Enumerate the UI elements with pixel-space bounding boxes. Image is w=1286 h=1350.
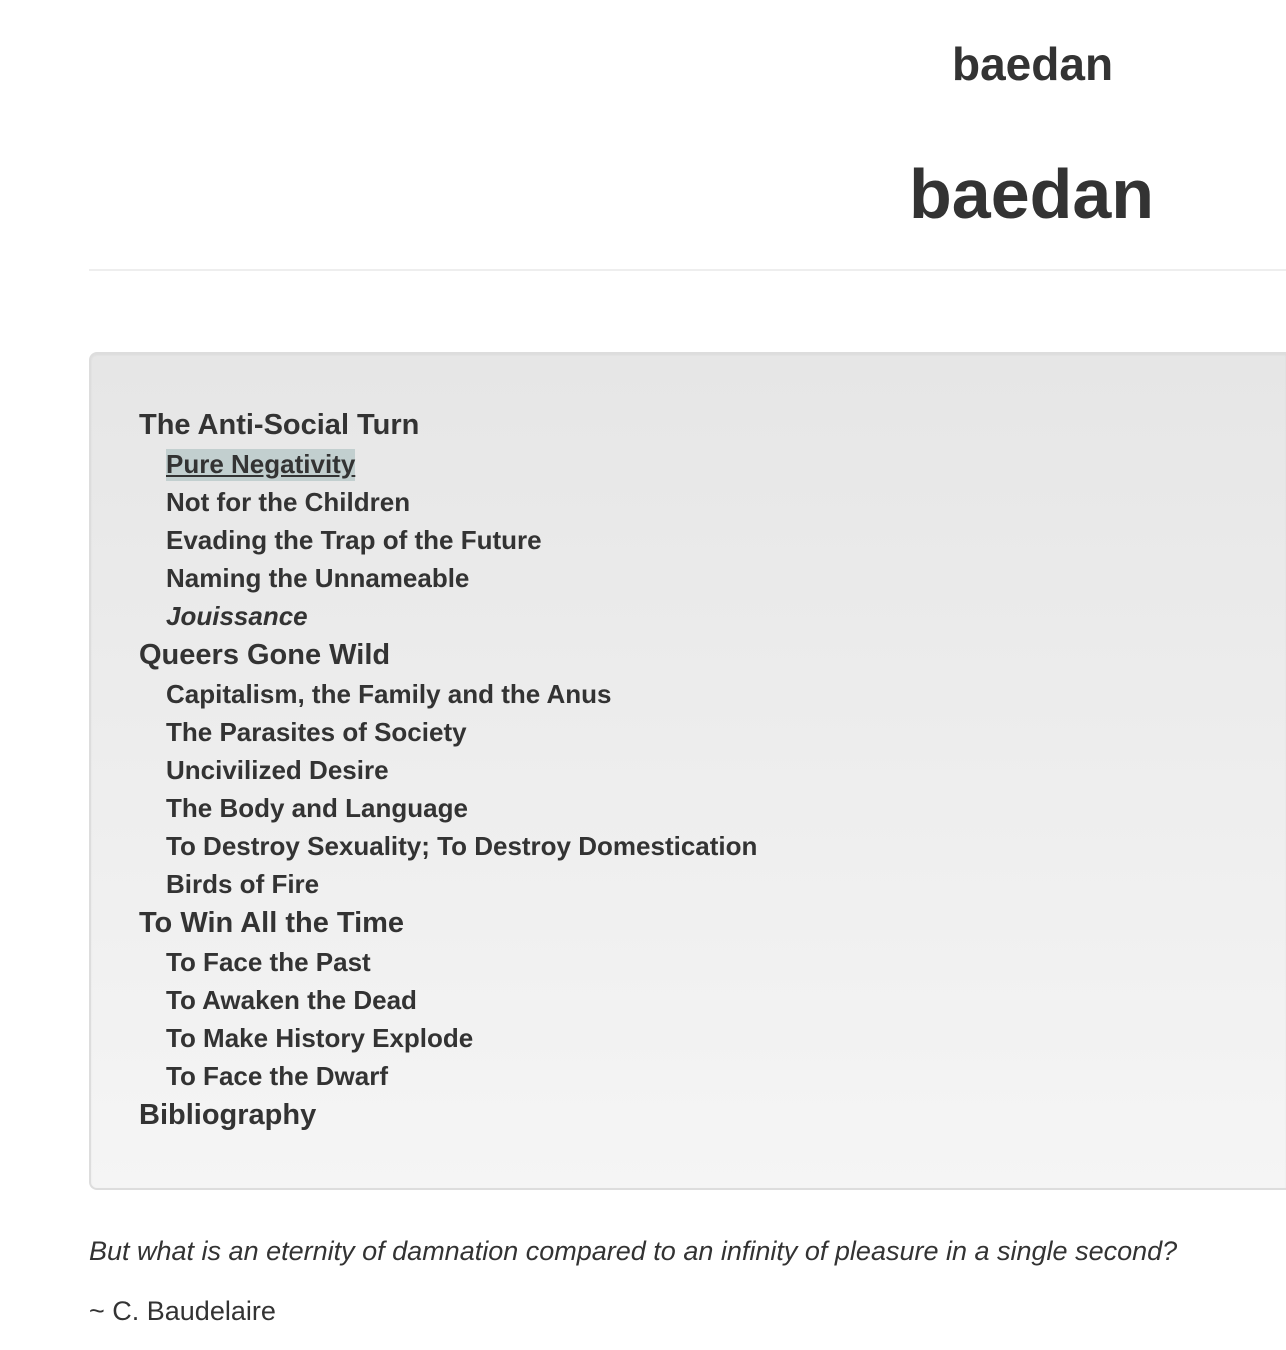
toc-entry-label: Jouissance bbox=[166, 601, 308, 631]
toc-chapter-link[interactable] bbox=[139, 559, 757, 597]
toc-part-link[interactable] bbox=[139, 635, 757, 675]
table-of-contents bbox=[89, 352, 1286, 1190]
toc-entry-label: The Parasites of Society bbox=[166, 717, 467, 747]
toc-entry-label: To Face the Past bbox=[166, 947, 371, 977]
toc-chapter-link[interactable] bbox=[139, 675, 757, 713]
toc-entry-label: Birds of Fire bbox=[166, 869, 320, 899]
toc-chapter-link[interactable] bbox=[139, 713, 757, 751]
toc-part-link[interactable] bbox=[139, 405, 757, 445]
page-title: baedan bbox=[909, 155, 1155, 233]
toc-chapter-link[interactable] bbox=[139, 943, 757, 981]
toc-chapter-link[interactable] bbox=[139, 751, 757, 789]
toc-chapter-link[interactable] bbox=[139, 1019, 757, 1057]
toc-chapter-link[interactable] bbox=[139, 1057, 757, 1095]
header-divider bbox=[89, 269, 1286, 271]
toc-chapter-link[interactable] bbox=[139, 789, 757, 827]
toc-entry-label: Pure Negativity bbox=[166, 449, 356, 479]
toc-chapter-link[interactable] bbox=[139, 597, 757, 635]
toc-chapter-link[interactable] bbox=[139, 521, 757, 559]
toc-entry-label: To Make History Explode bbox=[166, 1023, 474, 1053]
toc-entry-label: Not for the Children bbox=[166, 487, 411, 517]
toc-entry-label: To Awaken the Dead bbox=[166, 985, 417, 1015]
toc-chapter-link[interactable] bbox=[139, 865, 757, 903]
toc-entry-label: The Anti-Social Turn bbox=[139, 409, 420, 441]
toc-chapter-link[interactable] bbox=[139, 981, 757, 1019]
toc-entry-label: Capitalism, the Family and the Anus bbox=[166, 679, 612, 709]
toc-entry-label: Naming the Unnameable bbox=[166, 563, 470, 593]
toc-entry-label: Evading the Trap of the Future bbox=[166, 525, 542, 555]
toc-chapter-link[interactable] bbox=[139, 827, 757, 865]
toc-list bbox=[139, 405, 757, 1135]
epigraph-quote: But what is an eternity of damnation compared to an infinity of pleasure in a single second? bbox=[89, 1236, 1178, 1266]
toc-entry-label: To Win All the Time bbox=[139, 907, 405, 939]
epigraph-attribution: ~ C. Baudelaire bbox=[89, 1296, 276, 1326]
toc-entry-label: Queers Gone Wild bbox=[139, 639, 391, 671]
toc-chapter-link[interactable] bbox=[139, 483, 757, 521]
toc-part-link[interactable] bbox=[139, 1095, 757, 1135]
toc-part-link[interactable] bbox=[139, 903, 757, 943]
toc-entry-label: To Destroy Sexuality; To Destroy Domestication bbox=[166, 831, 758, 861]
toc-entry-label: Uncivilized Desire bbox=[166, 755, 389, 785]
toc-entry-label: The Body and Language bbox=[166, 793, 468, 823]
toc-entry-label: To Face the Dwarf bbox=[166, 1061, 389, 1091]
toc-entry-label: Bibliography bbox=[139, 1099, 317, 1131]
toc-chapter-link[interactable] bbox=[139, 445, 757, 483]
author-heading: baedan bbox=[952, 38, 1114, 90]
